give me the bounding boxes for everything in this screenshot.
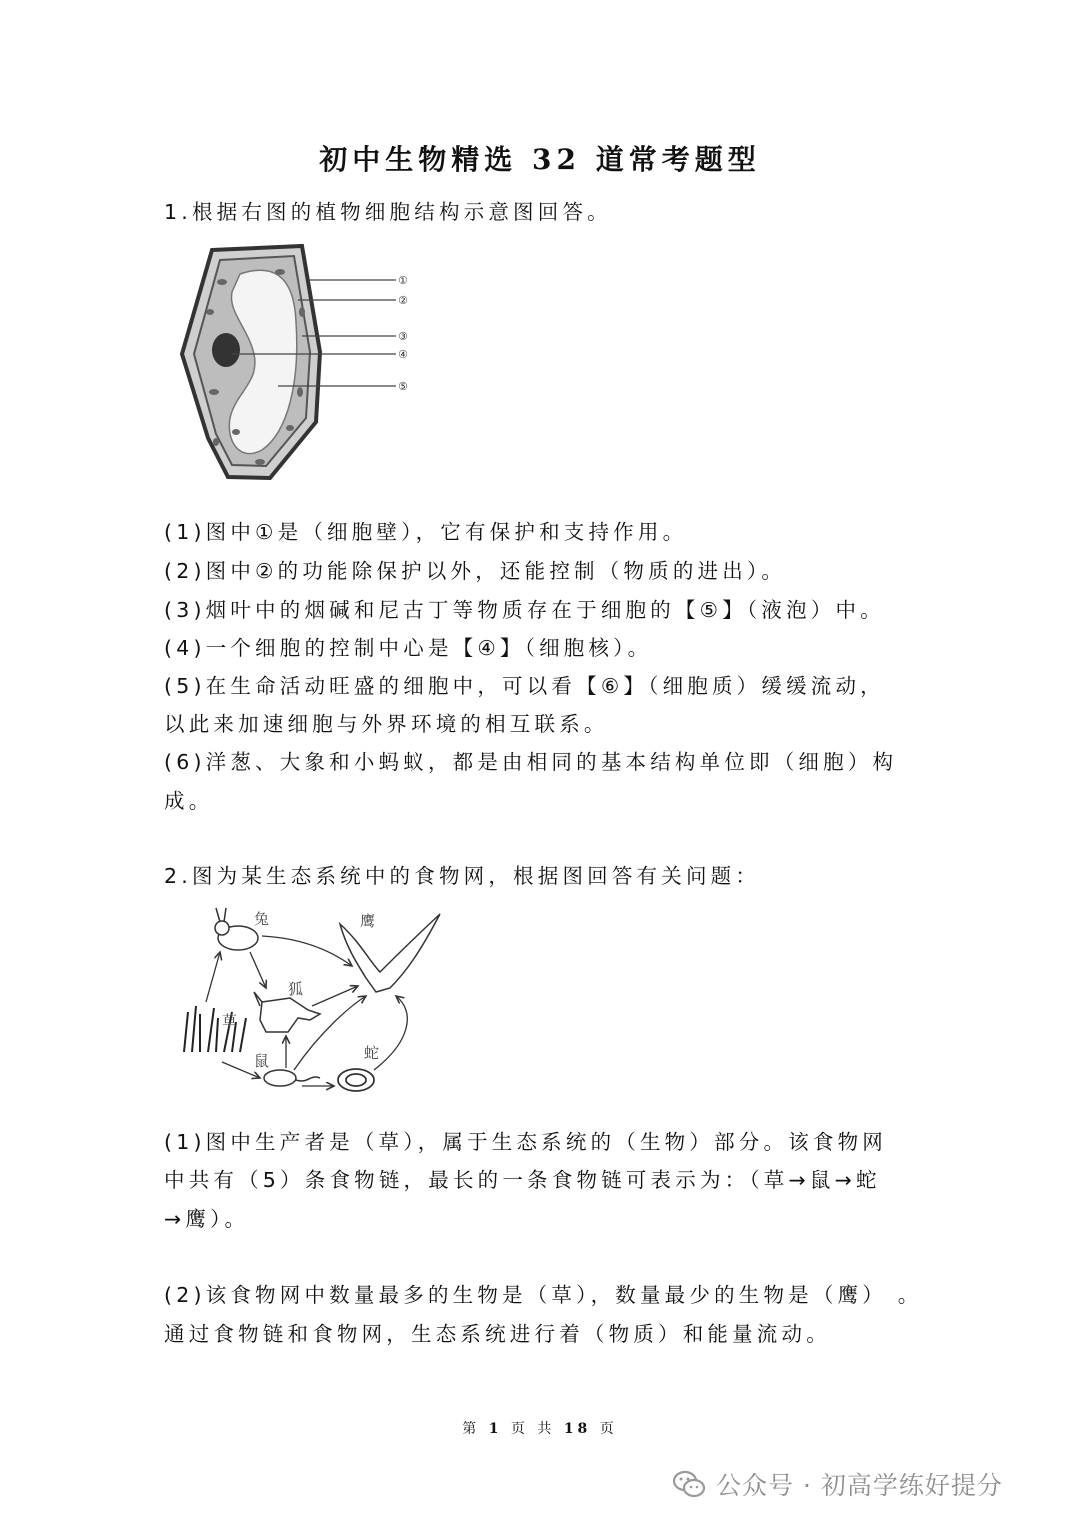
watermark [672, 1464, 1003, 1504]
food-web-figure [170, 902, 460, 1102]
q1-answer-1: (1)图中①是（细胞壁），它有保护和支持作用。 [164, 520, 688, 544]
mouse-drawing [264, 1070, 320, 1086]
food-web-label-snake: 蛇 [364, 1044, 380, 1062]
arrow-rabbit-eagle [262, 936, 352, 966]
food-web-label-grass: 草 [222, 1012, 238, 1030]
cell-label-1: ① [398, 274, 408, 287]
footer-total-pages: 18 [563, 1421, 592, 1437]
fox-drawing [254, 992, 320, 1032]
footer-middle: 页 共 [510, 1421, 556, 1437]
footer-prefix: 第 [462, 1421, 481, 1437]
q2-answer-1: (1)图中生产者是（草），属于生态系统的（生物）部分。该食物网 [164, 1130, 887, 1154]
q1-answer-3: (3)烟叶中的烟碱和尼古丁等物质存在于细胞的【⑤】（液泡）中。 [164, 598, 885, 622]
cell-label-4: ④ [398, 348, 408, 361]
page-title: 初中生物精选 32 道常考题型 [319, 143, 761, 176]
food-web-label-rabbit: 兔 [254, 910, 270, 928]
footer-page-number: 1 [488, 1421, 503, 1437]
q1-answer-5-cont: 以此来加速细胞与外界环境的相互联系。 [164, 712, 609, 736]
food-web-label-fox: 狐 [288, 980, 304, 998]
food-web-label-mouse: 鼠 [254, 1052, 270, 1070]
q1-answer-6-cont: 成。 [164, 789, 214, 813]
q2-answer-2-cont: 通过食物链和食物网，生态系统进行着（物质）和能量流动。 [164, 1322, 831, 1346]
arrow-rabbit-fox [250, 952, 266, 988]
footer-suffix: 页 [599, 1421, 618, 1437]
q1-answer-5: (5)在生命活动旺盛的细胞中，可以看【⑥】（细胞质）缓缓流动， [164, 674, 885, 698]
question-2-heading: 2.图为某生态系统中的食物网，根据图回答有关问题： [164, 864, 761, 888]
q2-answer-2: (2)该食物网中数量最多的生物是（草），数量最少的生物是（鹰） 。 [164, 1283, 923, 1307]
cell-label-3: ③ [398, 330, 408, 343]
wechat-icon [672, 1469, 706, 1499]
page-footer [0, 1418, 1080, 1438]
q2-answer-1-cont2: →鹰）。 [164, 1207, 250, 1231]
arrow-grass-rabbit [206, 952, 220, 1002]
cell-label-5: ⑤ [398, 380, 408, 393]
q1-answer-6: (6)洋葱、大象和小蚂蚁，都是由相同的基本结构单位即（细胞）构 [164, 750, 898, 774]
q1-answer-4: (4)一个细胞的控制中心是【④】（细胞核）。 [164, 636, 653, 660]
q1-answer-2: (2)图中②的功能除保护以外，还能控制（物质的进出）。 [164, 559, 787, 583]
rabbit-drawing [215, 908, 258, 950]
plant-cell-figure [170, 242, 420, 492]
cell-label-2: ② [398, 294, 408, 307]
arrow-fox-eagle [312, 986, 358, 1006]
question-1-heading: 1.根据右图的植物细胞结构示意图回答。 [164, 200, 612, 224]
snake-drawing [338, 1069, 374, 1091]
nucleus [212, 333, 240, 367]
food-web-label-eagle: 鹰 [360, 912, 376, 930]
watermark-text: 公众号 · 初高学练好提分 [716, 1471, 1003, 1500]
q2-answer-1-cont: 中共有（5）条食物链，最长的一条食物链可表示为：（草→鼠→蛇 [164, 1168, 881, 1192]
eagle-drawing [340, 914, 440, 992]
